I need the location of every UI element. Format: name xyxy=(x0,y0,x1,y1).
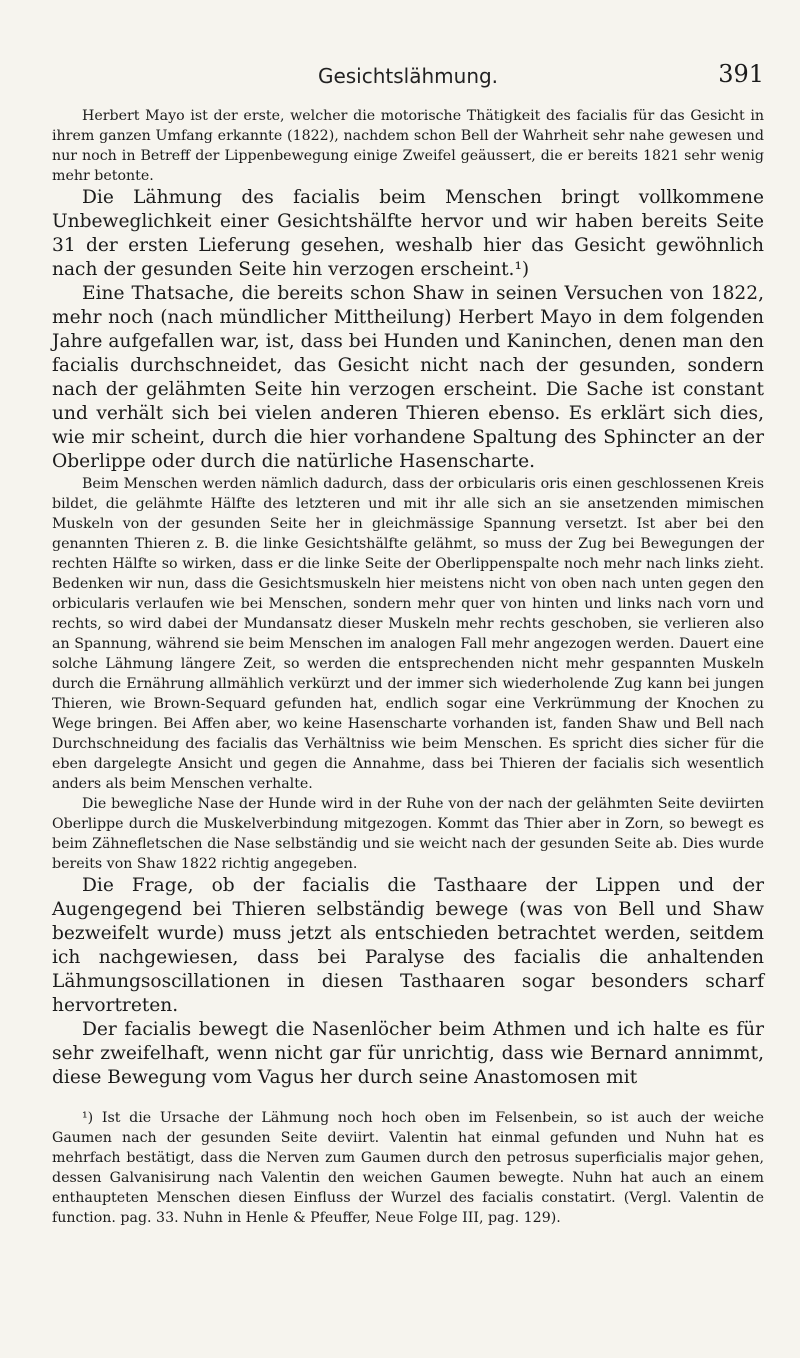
running-title: Gesichtslähmung. xyxy=(317,64,499,88)
page xyxy=(52,0,764,1358)
paragraph-thatsache: Eine Thatsache, die bereits schon Shaw in seinen Versuchen von 1822, mehr noch (nach mündlicher Mittheilung) Herbert Mayo in dem folgenden Jahre aufgefallen war, ist, dass bei Hunden und Kaninchen, denen man den facialis durchschneidet, das Gesicht nicht nach der gesunden, sondern nach der gelähmten Seite hin verzogen erscheint. Die Sache ist constant und verhält sich bei vielen anderen Thieren ebenso. Es erklärt sich dies, wie mir scheint, durch die hier vorhandene Spaltung des Sphincter an der Oberlippe oder durch die natürliche Hasenscharte. xyxy=(52,283,764,472)
footnote: ¹) Ist die Ursache der Lähmung noch hoch oben im Felsenbein, so ist auch der weiche Gaumen nach der gesunden Seite deviirt. Valentin hat einmal gefunden und Nuhn hat es mehrfach bestätigt, dass die Nerven zum Gaumen durch den petrosus superficialis major gehen, dessen Galvanisirung nach Valentin den weichen Gaumen bewegte. Nuhn hat auch an einem enthaupteten Menschen diesen Einfluss der Wurzel des facialis constatirt. (Vergl. Valentin de function. pag. 33. Nuhn in Henle & Pfeuffer, Neue Folge III, pag. 129). xyxy=(52,1110,764,1226)
paragraph-lahmung: Die Lähmung des facialis beim Menschen bringt vollkommene Unbeweglichkeit einer Gesichtshälfte hervor und wir haben bereits Seite 31 der ersten Lieferung gesehen, weshalb hier das Gesicht gewöhnlich nach der gesunden Seite hin verzogen erscheint.¹) xyxy=(52,187,764,280)
body-text xyxy=(52,106,764,1228)
paragraph-nasenloecher: Der facialis bewegt die Nasenlöcher beim Athmen und ich halte es für sehr zweifelhaft, wenn nicht gar für unrichtig, dass wie Bernard annimmt, diese Bewegung vom Vagus her durch seine Anastomosen mit xyxy=(52,1019,764,1088)
paragraph-tasthaare: Die Frage, ob der facialis die Tasthaare der Lippen und der Augengegend bei Thieren selbständig bewege (was von Bell und Shaw bezweifelt wurde) muss jetzt als entschieden betrachtet werden, seitdem ich nachgewiesen, dass bei Paralyse des facialis die anhaltenden Lähmungsoscillationen in diesen Tasthaaren sogar besonders scharf hervortreten. xyxy=(52,875,764,1016)
page-number: 391 xyxy=(718,60,764,88)
paragraph-mayo: Herbert Mayo ist der erste, welcher die motorische Thätigkeit des facialis für das Gesicht in ihrem ganzen Umfang erkannte (1822), nachdem schon Bell der Wahrheit sehr nahe gewesen und nur noch in Betreff der Lippenbewegung einige Zweifel geäussert, die er bereits 1821 sehr wenig mehr betonte. xyxy=(52,108,764,184)
paragraph-nase: Die bewegliche Nase der Hunde wird in der Ruhe von der nach der gelähmten Seite deviirten Oberlippe durch die Muskelverbindung mitgezogen. Kommt das Thier aber in Zorn, so bewegt es beim Zähnefletschen die Nase selbständig und sie weicht nach der gesunden Seite ab. Dies wurde bereits von Shaw 1822 richtig angegeben. xyxy=(52,796,764,872)
running-header xyxy=(52,60,764,94)
paragraph-menschen: Beim Menschen werden nämlich dadurch, dass der orbicularis oris einen geschlossenen Kreis bildet, die gelähmte Hälfte des letzteren und mit ihr alle sich an sie ansetzenden mimischen Muskeln von der gesunden Seite her in gleichmässige Spannung versetzt. Ist aber bei den genannten Thieren z. B. die linke Gesichtshälfte gelähmt, so muss der Zug bei Bewegungen der rechten Hälfte so wirken, dass er die linke Seite der Oberlippenspalte noch mehr nach links zieht. Bedenken wir nun, dass die Gesichtsmuskeln hier meistens nicht von oben nach unten gegen den orbicularis verlaufen wie bei Menschen, sondern mehr quer von hinten und links nach vorn und rechts, so wird dabei der Mundansatz dieser Muskeln mehr rechts geschoben, sie verlieren also an Spannung, während sie beim Menschen im analogen Fall mehr angezogen werden. Dauert eine solche Lähmung längere Zeit, so werden die entsprechenden nicht mehr gespannten Muskeln durch die Ernährung allmählich verkürzt und der immer sich wiederholende Zug kann bei jungen Thieren, wie Brown-Sequard gefunden hat, endlich sogar eine Verkrümmung der Knochen zu Wege bringen. Bei Affen aber, wo keine Hasenscharte vorhanden ist, fanden Shaw und Bell nach Durchschneidung des facialis das Verhältniss wie beim Menschen. Es spricht dies sicher für die eben dargelegte Ansicht und gegen die Annahme, dass bei Thieren der facialis sich wesentlich anders als beim Menschen verhalte. xyxy=(52,476,764,792)
